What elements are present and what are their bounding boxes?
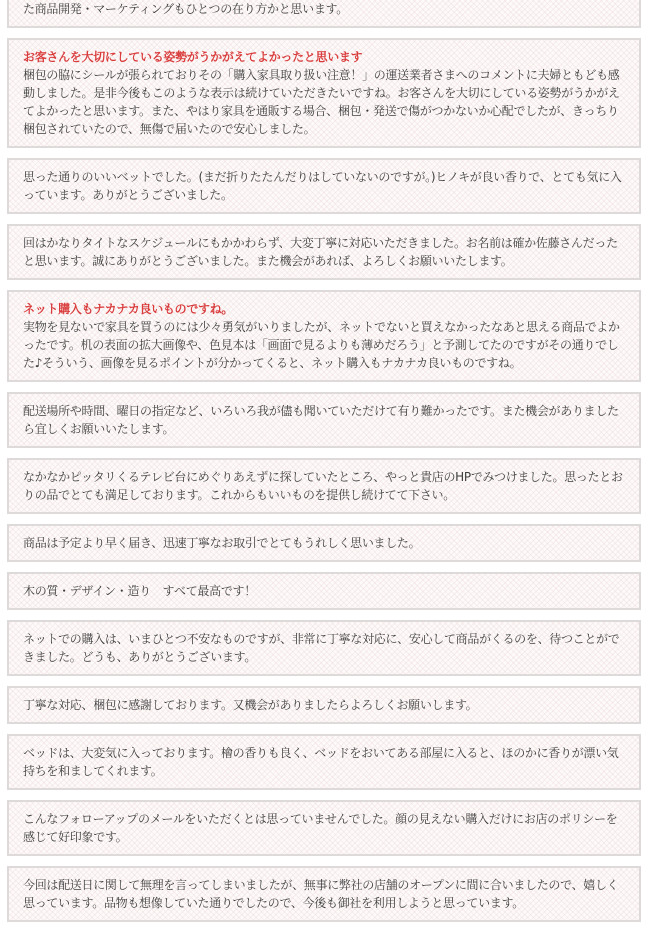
review-text: なかなかピッタリくるテレビ台にめぐりあえずに探していたところ、やっと貴店のHPでみつけました。思ったとおりの品でとても満足しております。これからもいいものを提供し続けてて下さい。 xyxy=(23,470,623,502)
review-title: ネット購入もナカナカ良いものですね。 xyxy=(23,302,234,316)
review-card xyxy=(7,800,641,856)
review-text: 今回は配送日に関して無理を言ってしまいましたが、無事に弊社の店舗のオープンに間に合いましたので、嬉しく思っています。品物も想像していた通りでしたので、今後も御社を利用しようと思っています。 xyxy=(23,878,619,910)
review-card xyxy=(7,686,641,724)
review-text: た商品開発・マーケティングもひとつの在り方かと思います。 xyxy=(23,2,348,16)
review-text: こんなフォローアップのメールをいただくとは思っていませんでした。顔の見えない購入だけにお店のポリシーを感じて好印象です。 xyxy=(23,812,618,844)
review-card xyxy=(7,0,641,28)
review-text: ベッドは、大変気に入っております。檜の香りも良く、ベッドをおいてある部屋に入ると、ほのかに香りが漂い気持ちを和ましてくれます。 xyxy=(23,746,619,778)
review-text: 梱包の脇にシールが張られておりその「購入家具取り扱い注意！」の運送業者さまへのコメントに夫婦ともども感動しました。是非今後もこのような表示は続けていただきたいですね。お客さんを大切にしている姿勢がうかがえてよかったと思います。また、やはり家具を通販する場合、梱包・発送で傷がつかないか心配でしたが、きっちり梱包されていたので、無傷で届いたので安心しました。 xyxy=(23,68,620,136)
review-text: 配送場所や時間、曜日の指定など、いろいろ我が儘も聞いていただけて有り難かったです。また機会がありましたら宜しくお願いいたします。 xyxy=(23,404,619,436)
review-card xyxy=(7,458,641,514)
review-card xyxy=(7,290,641,382)
review-card xyxy=(7,158,641,214)
review-text: 商品は予定より早く届き、迅速丁寧なお取引でとてもうれしく思いました。 xyxy=(23,536,421,550)
review-text: 木の質・デザイン・造り すべて最高です！ xyxy=(23,584,256,598)
review-card xyxy=(7,392,641,448)
review-text: 実物を見ないで家具を買うのには少々勇気がいりましたが、ネットでないと買えなかったなあと思える商品でよかったです。机の表面の拡大画像や、色見本は「画面で見るよりも薄めだろう」と予測してたのですがその通りでした♪そういう、画像を見るポイントが分かってくると、ネット購入もナカナカ良いものですね。 xyxy=(23,320,620,370)
review-card xyxy=(7,38,641,148)
review-card xyxy=(7,866,641,922)
review-text: 思った通りのいいベットでした。(まだ折りたたんだりはしていないのですが。)ヒノキが良い香りで、とても気に入っています。ありがとうございました。 xyxy=(23,170,622,202)
review-text: ネットでの購入は、いまひとつ不安なものですが、非常に丁寧な対応に、安心して商品がくるのを、待つことができました。どうも、ありがとうございます。 xyxy=(23,632,620,664)
review-text: 丁寧な対応、梱包に感謝しております。又機会がありましたらよろしくお願いします。 xyxy=(23,698,478,712)
review-card xyxy=(7,620,641,676)
review-card xyxy=(7,734,641,790)
review-card xyxy=(7,224,641,280)
review-card xyxy=(7,524,641,562)
review-text: 回はかなりタイトなスケジュールにもかかわらず、大変丁寧に対応いただきました。お名前は確か佐藤さんだったと思います。誠にありがとうございました。また機会があれば、よろしくお願いいたします。 xyxy=(23,236,618,268)
review-card xyxy=(7,572,641,610)
review-title: お客さんを大切にしている姿勢がうかがえてよかったと思います xyxy=(23,50,363,64)
